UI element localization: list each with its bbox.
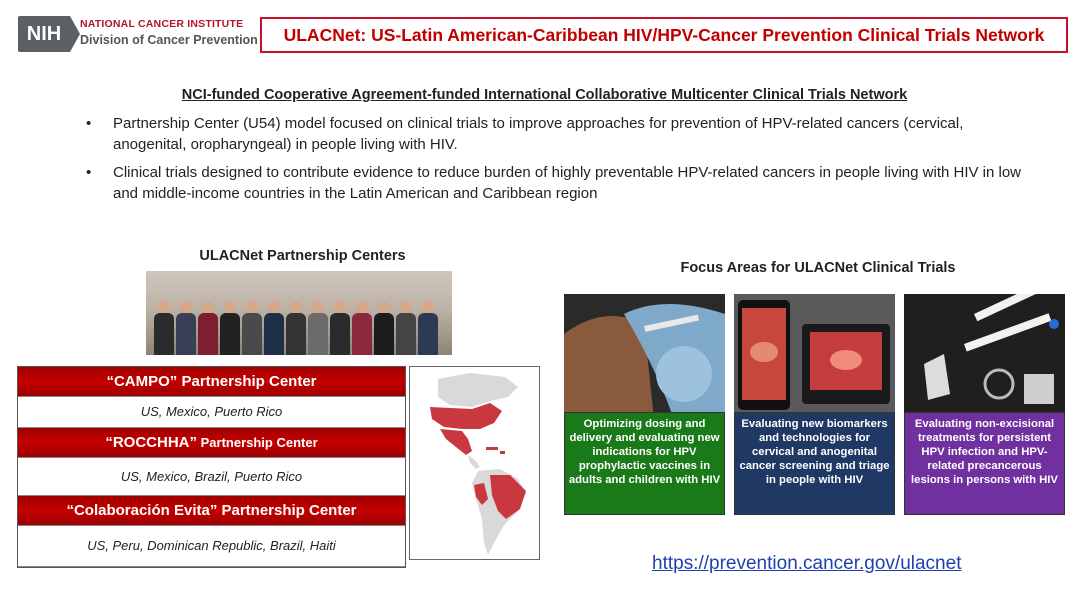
logo-division-name: Division of Cancer Prevention	[80, 33, 258, 47]
slide-title: ULACNet: US-Latin American-Caribbean HIV/HPV-Cancer Prevention Clinical Trials Network	[260, 17, 1068, 53]
vaccination-photo	[564, 294, 725, 419]
network-subtitle: NCI-funded Cooperative Agreement-funded International Collaborative Multicenter Clinical Trials Network	[181, 87, 908, 103]
bullet-marker: •	[86, 164, 92, 181]
partnership-centers-heading: ULACNet Partnership Centers	[199, 248, 406, 264]
center-header-evita: “Colaboración Evita” Partnership Center	[18, 496, 405, 525]
focus-areas-heading: Focus Areas for ULACNet Clinical Trials	[680, 260, 956, 276]
focus-caption-treatments: Evaluating non-excisional treatments for persistent HPV infection and HPV-related precancerous lesions in persons with HIV	[904, 412, 1065, 515]
bullet-item	[86, 162, 1026, 204]
bullet-text: Partnership Center (U54) model focused on clinical trials to improve approaches for prevention of HPV-related cancers (cervical, anogenital, oropharyngeal) in people living with HIV.	[113, 115, 964, 153]
focus-card-screening	[734, 294, 895, 515]
nih-logo-mark: NIH	[18, 16, 70, 52]
focus-caption-screening: Evaluating new biomarkers and technologies for cervical and anogenital cancer screening and triage in people with HIV	[734, 412, 895, 515]
center-name-rocchha: “ROCCHHA”	[105, 434, 197, 451]
focus-card-treatments	[904, 294, 1065, 515]
center-countries-rocchha: US, Mexico, Brazil, Puerto Rico	[18, 457, 405, 496]
bullet-item	[86, 113, 1026, 155]
center-header-rocchha	[18, 428, 405, 457]
americas-map-graphic	[410, 367, 539, 559]
center-header-campo: “CAMPO” Partnership Center	[18, 367, 405, 396]
nci-dcp-logo	[18, 16, 258, 54]
partnership-centers-table	[17, 366, 406, 568]
focus-card-vaccines	[564, 294, 725, 515]
americas-map	[409, 366, 540, 560]
screening-devices-photo	[734, 294, 895, 419]
bullet-marker: •	[86, 115, 92, 132]
center-countries-campo: US, Mexico, Puerto Rico	[18, 396, 405, 428]
treatment-applicators-photo	[904, 294, 1065, 419]
logo-institute-name: NATIONAL CANCER INSTITUTE	[80, 18, 244, 30]
center-countries-evita: US, Peru, Dominican Republic, Brazil, Haiti	[18, 525, 405, 567]
intro-bullet-list	[86, 113, 1026, 211]
bullet-text: Clinical trials designed to contribute evidence to reduce burden of highly preventable HPV-related cancers in people living with HIV in low and middle-income countries in the Latin American and Caribbean region	[113, 164, 1022, 202]
focus-caption-vaccines: Optimizing dosing and delivery and evaluating new indications for HPV prophylactic vaccines in adults and children with HIV	[564, 412, 725, 515]
group-photo	[146, 271, 452, 355]
center-suffix-rocchha: Partnership Center	[197, 435, 318, 450]
ulacnet-url-link[interactable]: https://prevention.cancer.gov/ulacnet	[652, 553, 962, 574]
